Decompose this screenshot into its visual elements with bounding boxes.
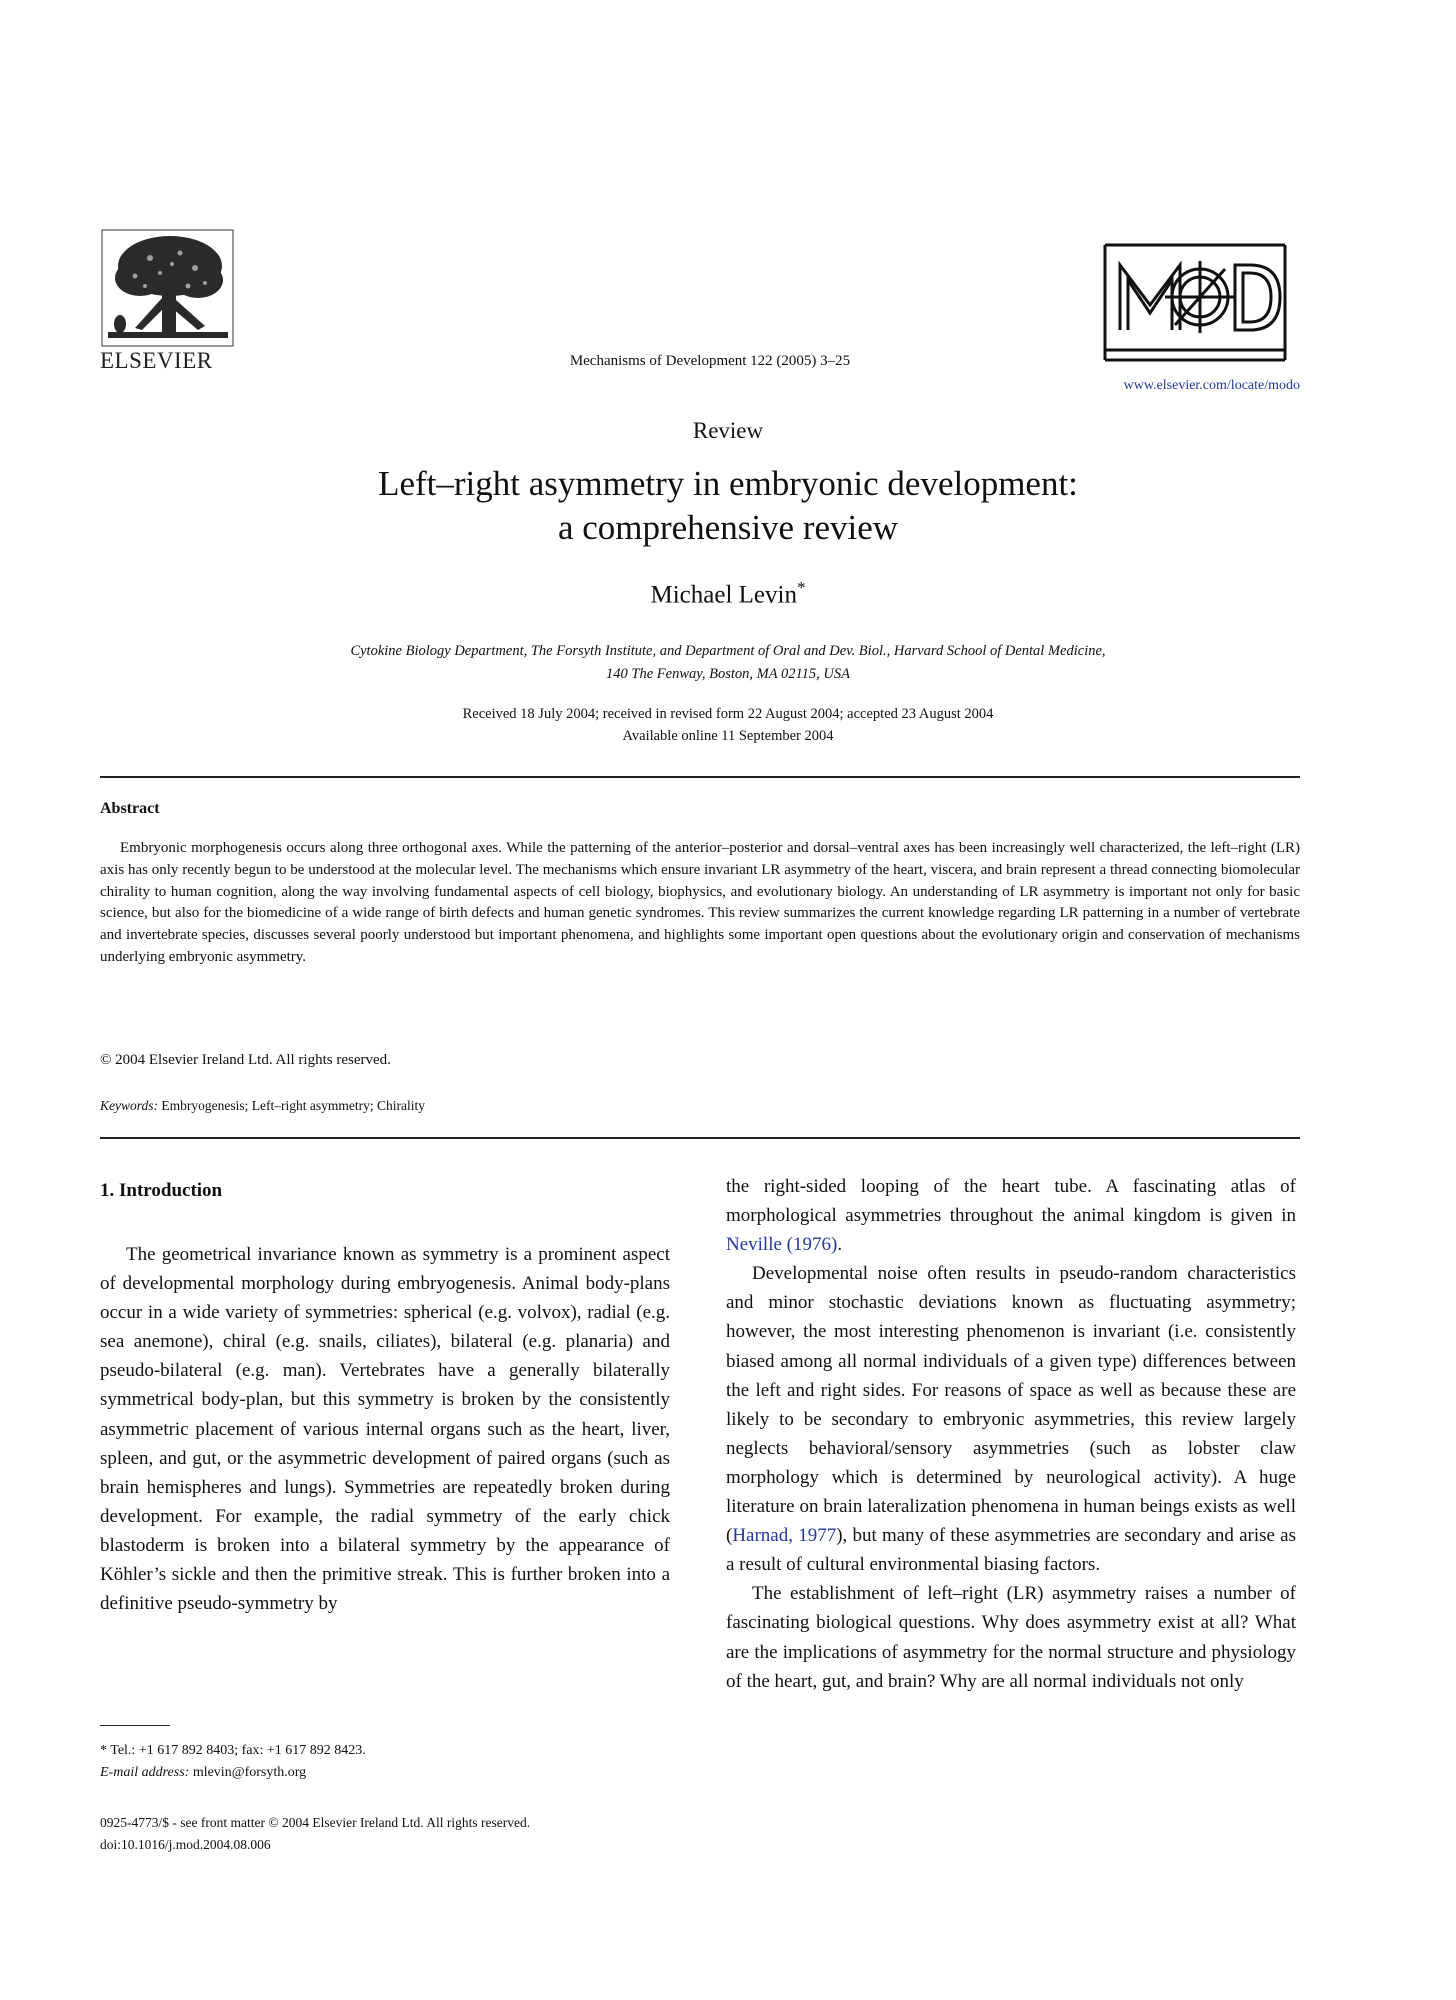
title-line-2: a comprehensive review	[557, 508, 899, 547]
doi-line[interactable]: doi:10.1016/j.mod.2004.08.006	[100, 1837, 271, 1852]
right-column	[726, 1172, 1296, 1696]
article-dates	[150, 703, 1306, 747]
article-type: Review	[692, 418, 764, 443]
abstract-body: Embryonic morphogenesis occurs along three orthogonal axes. While the patterning of the anterior–posterior and dorsal–ventral axes has been increasingly well characterized, the left–right (LR) axis has only recently begun to be understood at the molecular level. The mechanisms which ensure invariant LR asymmetry of the heart, viscera, and brain represent a thread connecting biomolecular chirality to human cognition, along the way involving fundamental aspects of cell biology, biophysics, and evolutionary biology. An understanding of LR asymmetry is important not only for basic science, but also for the biomedicine of a wide range of birth defects and human genetic syndromes. This review summarizes the current knowledge regarding LR patterning in a number of vertebrate and invertebrate species, discusses several poorly understood but important phenomena, and highlights some important open questions about the evolutionary origin and conservation of mechanisms underlying embryonic asymmetry.	[100, 840, 1300, 965]
divider-rule	[100, 1137, 1300, 1139]
citation-link[interactable]: Neville (1976)	[726, 1234, 838, 1256]
author-line	[0, 578, 1456, 609]
left-column	[100, 1240, 670, 1618]
keywords-label: Keywords:	[100, 1098, 158, 1113]
footnote-email-line	[100, 1762, 660, 1784]
abstract-copyright: © 2004 Elsevier Ireland Ltd. All rights reserved.	[100, 1052, 391, 1068]
section-heading-introduction: 1. Introduction	[100, 1180, 223, 1201]
mod-journal-logo	[1095, 225, 1295, 370]
publisher-name: ELSEVIER	[100, 348, 213, 373]
intro-paragraph-3: The establishment of left–right (LR) asymmetry raises a number of fascinating biological questions. Why does asymmetry exist at all? What are the implications of asymmetry for the normal structure and physiology of the heart, gut, and brain? Why are all normal individuals not only	[726, 1583, 1296, 1692]
intro-paragraph-2: Developmental noise often results in pseudo-random characteristics and minor stochastic deviations known as fluctuating asymmetry; however, the most interesting phenomenon is invariant (i.e. consistently biased among all normal individuals of a given type) differences between the left and right sides. For reasons of space as well as because these are likely to be secondary to embryonic asymmetries, this review largely neglects behavioral/sensory asymmetries (such as lobster claw morphology which is determined by neurological activity). A huge literature on brain lateralization phenomena in human beings exists as well (Harnad, 1977), but many of these asymmetries are secondary and arise as a result of cultural environmental biasing factors.	[726, 1263, 1296, 1576]
author-footnote-mark[interactable]: *	[796, 578, 806, 597]
footnote-contact: * Tel.: +1 617 892 8403; fax: +1 617 892 8423.	[100, 1743, 366, 1758]
email-address[interactable]: mlevin@forsyth.org	[192, 1765, 307, 1780]
citation-link[interactable]: Harnad, 1977	[732, 1525, 837, 1547]
title-line-1: Left–right asymmetry in embryonic development:	[378, 464, 1078, 503]
author-name: Michael Levin	[650, 581, 797, 609]
dates-received: Received 18 July 2004; received in revised form 22 August 2004; accepted 23 August 2004	[462, 706, 994, 722]
keywords	[100, 1098, 425, 1114]
author-footnote	[100, 1740, 660, 1784]
intro-paragraph-1: The geometrical invariance known as symmetry is a prominent aspect of developmental morphology during embryogenesis. Animal body-plans occur in a wide variety of symmetries: spherical (e.g. volvox), radial (e.g. sea anemone), chiral (e.g. snails, ciliates), bilateral (e.g. planaria) and pseudo-bilateral (e.g. man). Vertebrates have a generally bilaterally symmetrical body-plan, but this symmetry is broken by the consistently asymmetric placement of various internal organs such as the heart, liver, spleen, and gut, or the asymmetric development of paired organs (such as brain hemispheres and lungs). Symmetries are repeatedly broken during development. For example, the radial symmetry of the early chick blastoderm is broken into a bilateral symmetry by the appearance of Köhler’s sickle and then the primitive streak. This is further broken into a definitive pseudo-symmetry by	[100, 1244, 670, 1615]
abstract-heading: Abstract	[100, 800, 160, 817]
issn-line: 0925-4773/$ - see front matter © 2004 Elsevier Ireland Ltd. All rights reserved.	[100, 1815, 531, 1830]
elsevier-tree-logo	[100, 228, 235, 348]
affiliation-line-1: Cytokine Biology Department, The Forsyth Institute, and Department of Oral and Dev. Biol., Harvard School of Dental Medicine,	[350, 643, 1106, 659]
intro-paragraph-continued: the right-sided looping of the heart tube. A fascinating atlas of morphological asymmetries throughout the animal kingdom is given in Neville (1976).	[726, 1176, 1296, 1256]
journal-citation: Mechanisms of Development 122 (2005) 3–25	[569, 353, 851, 369]
journal-url-link[interactable]: www.elsevier.com/locate/modo	[1123, 378, 1300, 393]
dates-online: Available online 11 September 2004	[622, 728, 834, 744]
divider-rule	[100, 776, 1300, 778]
keywords-list: Embryogenesis; Left–right asymmetry; Chirality	[161, 1098, 425, 1113]
article-title	[150, 462, 1306, 550]
email-label: E-mail address:	[100, 1765, 190, 1780]
affiliation-line-2: 140 The Fenway, Boston, MA 02115, USA	[606, 666, 850, 682]
footnote-rule	[100, 1725, 170, 1726]
affiliation	[150, 640, 1306, 686]
front-matter	[100, 1812, 900, 1856]
